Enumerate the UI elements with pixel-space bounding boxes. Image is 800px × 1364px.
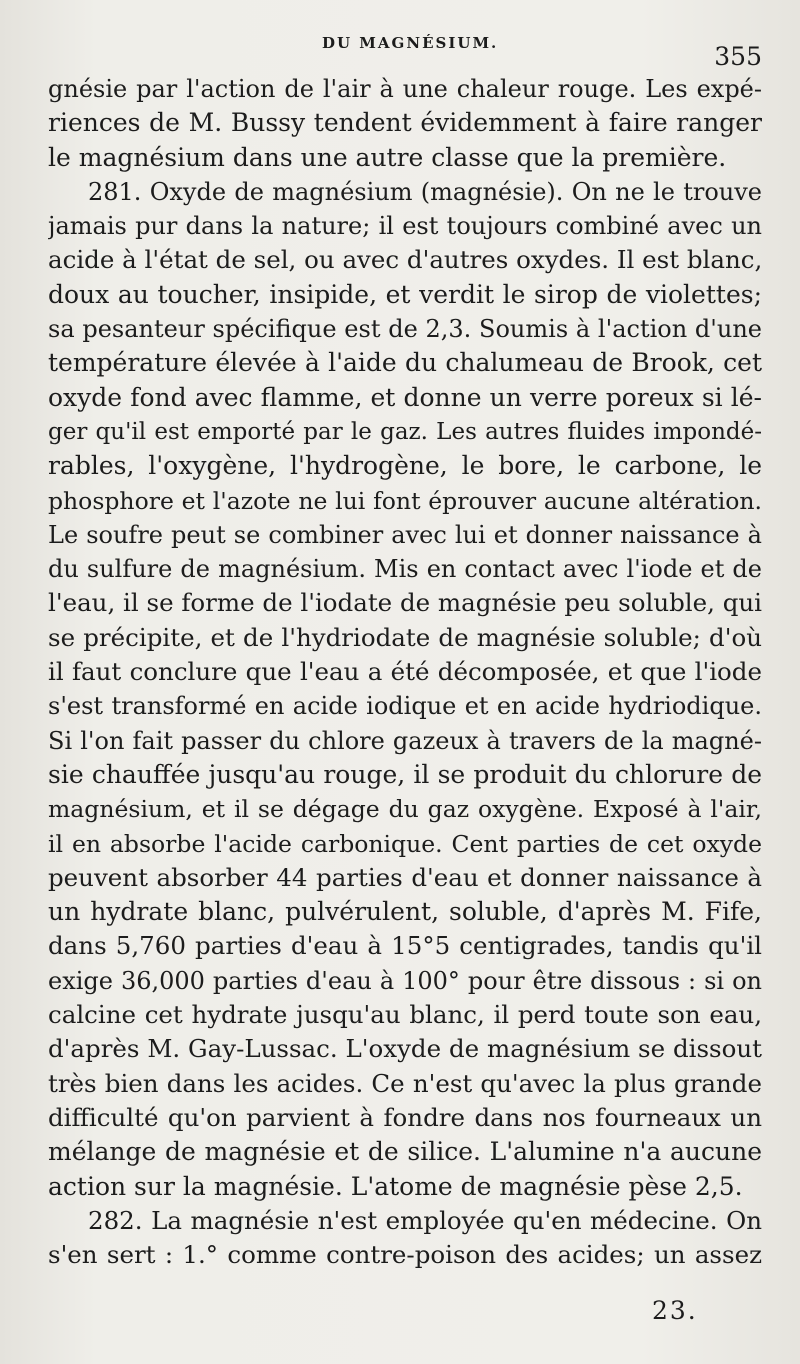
text-line: exige 36,000 parties d'eau à 100° pour être dissous : si on xyxy=(48,966,762,995)
text-line: le magnésium dans une autre classe que la première. xyxy=(48,142,727,172)
text-line: ger qu'il est emporté par le gaz. Les autres fluides impondé- xyxy=(48,418,762,445)
running-head xyxy=(0,34,800,71)
text-line: température élevée à l'aide du chalumeau de Brook, cet xyxy=(48,348,762,378)
text-line: gnésie par l'action de l'air à une chaleur rouge. Les expé- xyxy=(48,75,762,103)
text-line: oxyde fond avec flamme, et donne un verre poreux si lé- xyxy=(48,382,762,412)
text-line: Si l'on fait passer du chlore gazeux à travers de la magné- xyxy=(48,726,762,755)
text-line: s'est transformé en acide iodique et en acide hydriodique. xyxy=(48,692,762,721)
text-line: magnésium, et il se dégage du gaz oxygène. Exposé à l'air, xyxy=(48,795,762,824)
text-line: rables, l'oxygène, l'hydrogène, le bore, le carbone, le xyxy=(48,451,762,481)
text-line: un hydrate blanc, pulvérulent, soluble, d'après M. Fife, xyxy=(48,897,762,927)
body-text xyxy=(48,72,762,1272)
running-title: DU MAGNÉSIUM. xyxy=(322,34,499,52)
text-line: il en absorbe l'acide carbonique. Cent parties de cet oxyde xyxy=(48,829,762,858)
text-line: sie chauffée jusqu'au rouge, il se produit du chlorure de xyxy=(48,759,762,789)
text-line: sa pesanteur spécifique est de 2,3. Soumis à l'action d'une xyxy=(48,315,762,344)
text-line: très bien dans les acides. Ce n'est qu'avec la plus grande xyxy=(48,1068,762,1098)
text-line: il faut conclure que l'eau a été décomposée, et que l'iode xyxy=(48,657,762,687)
text-line: du sulfure de magnésium. Mis en contact avec l'iode et de xyxy=(48,555,762,584)
text-line: dans 5,760 parties d'eau à 15°5 centigrades, tandis qu'il xyxy=(48,931,762,961)
page-number: 355 xyxy=(714,42,762,71)
text-line: se précipite, et de l'hydriodate de magnésie soluble; d'où xyxy=(48,622,762,652)
text-line: riences de M. Bussy tendent évidemment à faire ranger xyxy=(48,108,762,138)
text-line: calcine cet hydrate jusqu'au blanc, il perd toute son eau, xyxy=(48,1000,762,1030)
text-line: difficulté qu'on parvient à fondre dans nos fourneaux un xyxy=(48,1102,762,1132)
text-line: l'eau, il se forme de l'iodate de magnésie peu soluble, qui xyxy=(48,588,762,618)
text-line: mélange de magnésie et de silice. L'alumine n'a aucune xyxy=(48,1137,762,1167)
text-line: action sur la magnésie. L'atome de magnésie pèse 2,5. xyxy=(48,1171,743,1201)
paragraph-281-start: 281. Oxyde de magnésium (magnésie). On ne le trouve xyxy=(88,177,762,206)
signature-mark: 23. xyxy=(652,1296,698,1325)
text-line: jamais pur dans la nature; il est toujours combiné avec un xyxy=(48,212,762,241)
text-line: peuvent absorber 44 parties d'eau et donner naissance à xyxy=(48,862,762,892)
text-line: Le soufre peut se combiner avec lui et donner naissance à xyxy=(48,520,762,549)
text-line: d'après M. Gay-Lussac. L'oxyde de magnésium se dissout xyxy=(48,1034,762,1064)
text-line: doux au toucher, insipide, et verdit le sirop de violettes; xyxy=(48,279,762,309)
paragraph-282-start: 282. La magnésie n'est employée qu'en médecine. On xyxy=(88,1205,762,1235)
text-line: acide à l'état de sel, ou avec d'autres oxydes. Il est blanc, xyxy=(48,245,762,275)
text-line: phosphore et l'azote ne lui font éprouver aucune altération. xyxy=(48,486,762,515)
text-line: s'en sert : 1.° comme contre-poison des acides; un assez xyxy=(48,1240,762,1270)
